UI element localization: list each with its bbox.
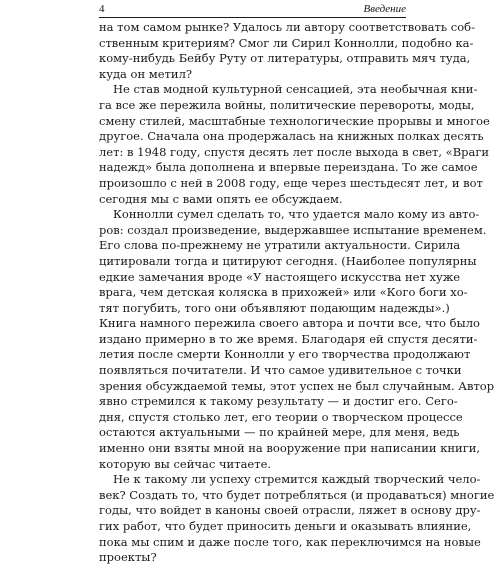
text-line: лет: в 1948 году, спустя десять лет после выхода в свет, «Враги: [99, 144, 490, 159]
text-line: проекты?: [99, 550, 157, 565]
paragraph: [99, 472, 495, 566]
text-line: кому-нибудь Бейбу Руту от литературы, отправить мяч туда,: [99, 51, 471, 66]
text-line: остаются актуальными — по крайней мере, для меня, ведь: [99, 425, 460, 440]
running-head: [99, 3, 406, 17]
text-line: смену стилей, масштабные технологические прорывы и многое: [99, 113, 490, 128]
paragraph: [99, 20, 475, 82]
text-line: Не к такому ли успеху стремится каждый творческий чело-: [113, 472, 481, 487]
text-line: дня, спустя столько лет, его теории о творческом процессе: [99, 409, 463, 424]
text-line: именно они взяты мной на вооружение при написании книги,: [99, 441, 481, 456]
text-line: цитировали тогда и цитируют сегодня. (Наиболее популярны: [99, 253, 477, 268]
text-line: Его слова по-прежнему не утратили актуальности. Сирила: [99, 238, 461, 253]
text-line: годы, что войдет в каноны своей отрасли, ляжет в основу дру-: [99, 503, 481, 518]
text-line: едкие замечания вроде «У настоящего искусства нет хуже: [99, 269, 461, 284]
text-line: которую вы сейчас читаете.: [99, 456, 272, 471]
page-number: 4: [99, 3, 105, 15]
text-line: век? Создать то, что будет потребляться (и продаваться) многие: [99, 487, 495, 502]
text-line: явно стремился к такому результату — и достиг его. Сего-: [99, 394, 458, 409]
text-line: га все же пережила войны, политические перевороты, моды,: [99, 97, 475, 112]
text-line: произошло с ней в 2008 году, еще через шестьдесят лет, и вот: [99, 175, 483, 190]
paragraph: [99, 207, 495, 472]
text-line: летия после смерти Коннолли у его творчества продолжают: [99, 347, 471, 362]
header-rule: [99, 17, 406, 18]
text-line: на том самом рынке? Удалось ли автору соответствовать соб-: [99, 20, 475, 34]
text-line: другое. Сначала она продержалась на книжных полках десять: [99, 129, 484, 144]
text-line: Книга намного пережила своего автора и почти все, что было: [99, 316, 480, 331]
body-text: [99, 20, 495, 566]
text-line: ров: создал произведение, выдержавшее испытание временем.: [99, 222, 487, 237]
text-line: тят погубить, того они объявляют подающим надежды».): [99, 300, 450, 315]
text-line: сегодня мы с вами опять ее обсуждаем.: [99, 191, 343, 206]
text-line: Не став модной культурной сенсацией, эта необычная кни-: [113, 82, 478, 97]
text-line: пока мы спим и даже после того, как переключимся на новые: [99, 534, 481, 549]
paragraph: [99, 82, 490, 207]
text-line: куда он метил?: [99, 66, 193, 81]
text-line: ственным критериям? Смог ли Сирил Коннолли, подобно ка-: [99, 35, 474, 50]
text-line: надежд» была дополнена и впервые переиздана. То же самое: [99, 160, 478, 175]
text-line: издано примерно в то же время. Благодаря ей спустя десяти-: [99, 331, 478, 346]
text-line: зрения обсуждаемой темы, этот успех не был случайным. Автор: [99, 378, 495, 393]
text-line: врага, чем детская коляска в прихожей» или «Кого боги хо-: [99, 285, 468, 300]
text-line: Коннолли сумел сделать то, что удается мало кому из авто-: [113, 207, 480, 222]
text-line: гих работ, что будет приносить деньги и оказывать влияние,: [99, 519, 472, 533]
section-title: Введение: [363, 3, 406, 15]
text-line: появляться почитатели. И что самое удивительное с точки: [99, 363, 462, 378]
